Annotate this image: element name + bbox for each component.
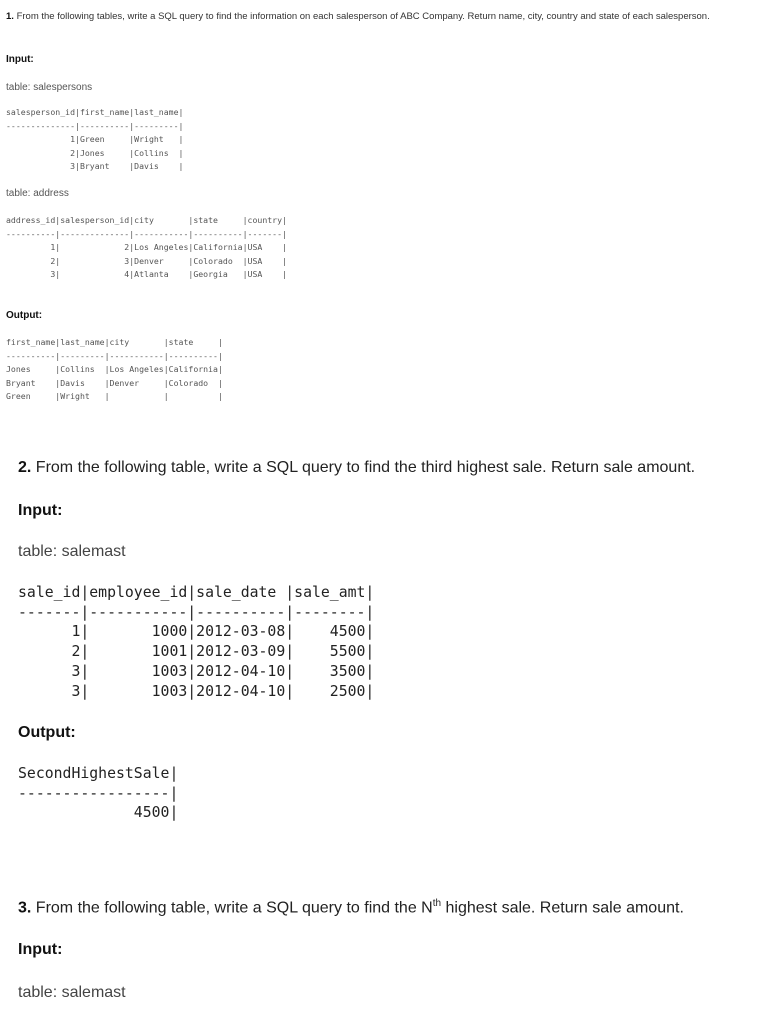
- question-2: [18, 459, 758, 477]
- salemast-table: sale_id|employee_id|sale_date |sale_amt| -------|-----------|----------|--------| 1| 1000|2012-03-08| 4500| 2| 1001|2012-03-09| 5500| 3| 1003|2012-04-10| 3500| 3| 1003|2012-04-10| 2500|: [18, 584, 375, 700]
- input-label-1: Input:: [6, 54, 34, 65]
- table-label-salespersons: table: salespersons: [6, 82, 93, 93]
- output-table-2: SecondHighestSale| -----------------| 4500|: [18, 765, 179, 822]
- input-label-2: Input:: [18, 502, 63, 519]
- question-1: [6, 10, 756, 24]
- question-2-number: 2.: [18, 459, 32, 476]
- question-1-text: From the following tables, write a SQL query to find the information on each salesperson of ABC Company. Return name, city, country and state of each salesperson.: [16, 11, 710, 22]
- question-1-number: 1.: [6, 11, 14, 22]
- output-table-1: first_name|last_name|city |state | ----------|---------|-----------|----------| Jones |Collins |Los Angeles|California| Bryant |Davis |Denver |Colorado | Green |Wright | | |: [6, 337, 223, 402]
- input-label-3: Input:: [18, 941, 63, 958]
- salespersons-table: salesperson_id|first_name|last_name| --------------|----------|---------| 1|Green |Wright | 2|Jones |Collins | 3|Bryant |Davis |: [6, 107, 184, 172]
- table-label-address: table: address: [6, 188, 69, 199]
- question-3-text-after: highest sale. Return sale amount.: [441, 899, 684, 917]
- question-3-number: 3.: [18, 899, 32, 917]
- question-3: [18, 898, 763, 917]
- question-3-superscript: th: [432, 898, 442, 909]
- table-label-salemast-2: table: salemast: [18, 543, 126, 560]
- question-3-text-before: From the following table, write a SQL query to find the N: [35, 899, 433, 917]
- address-table: address_id|salesperson_id|city |state |country| ----------|--------------|-----------|----------|-------| 1| 2|Los Angeles|California|USA | 2| 3|Denver |Colorado |USA | 3| 4|Atlanta |Georgia |USA |: [6, 215, 287, 280]
- output-label-1: Output:: [6, 310, 43, 321]
- output-label-2: Output:: [18, 724, 76, 741]
- table-label-salemast-3: table: salemast: [18, 984, 126, 1001]
- question-2-text: From the following table, write a SQL query to find the third highest sale. Return sale amount.: [35, 459, 696, 476]
